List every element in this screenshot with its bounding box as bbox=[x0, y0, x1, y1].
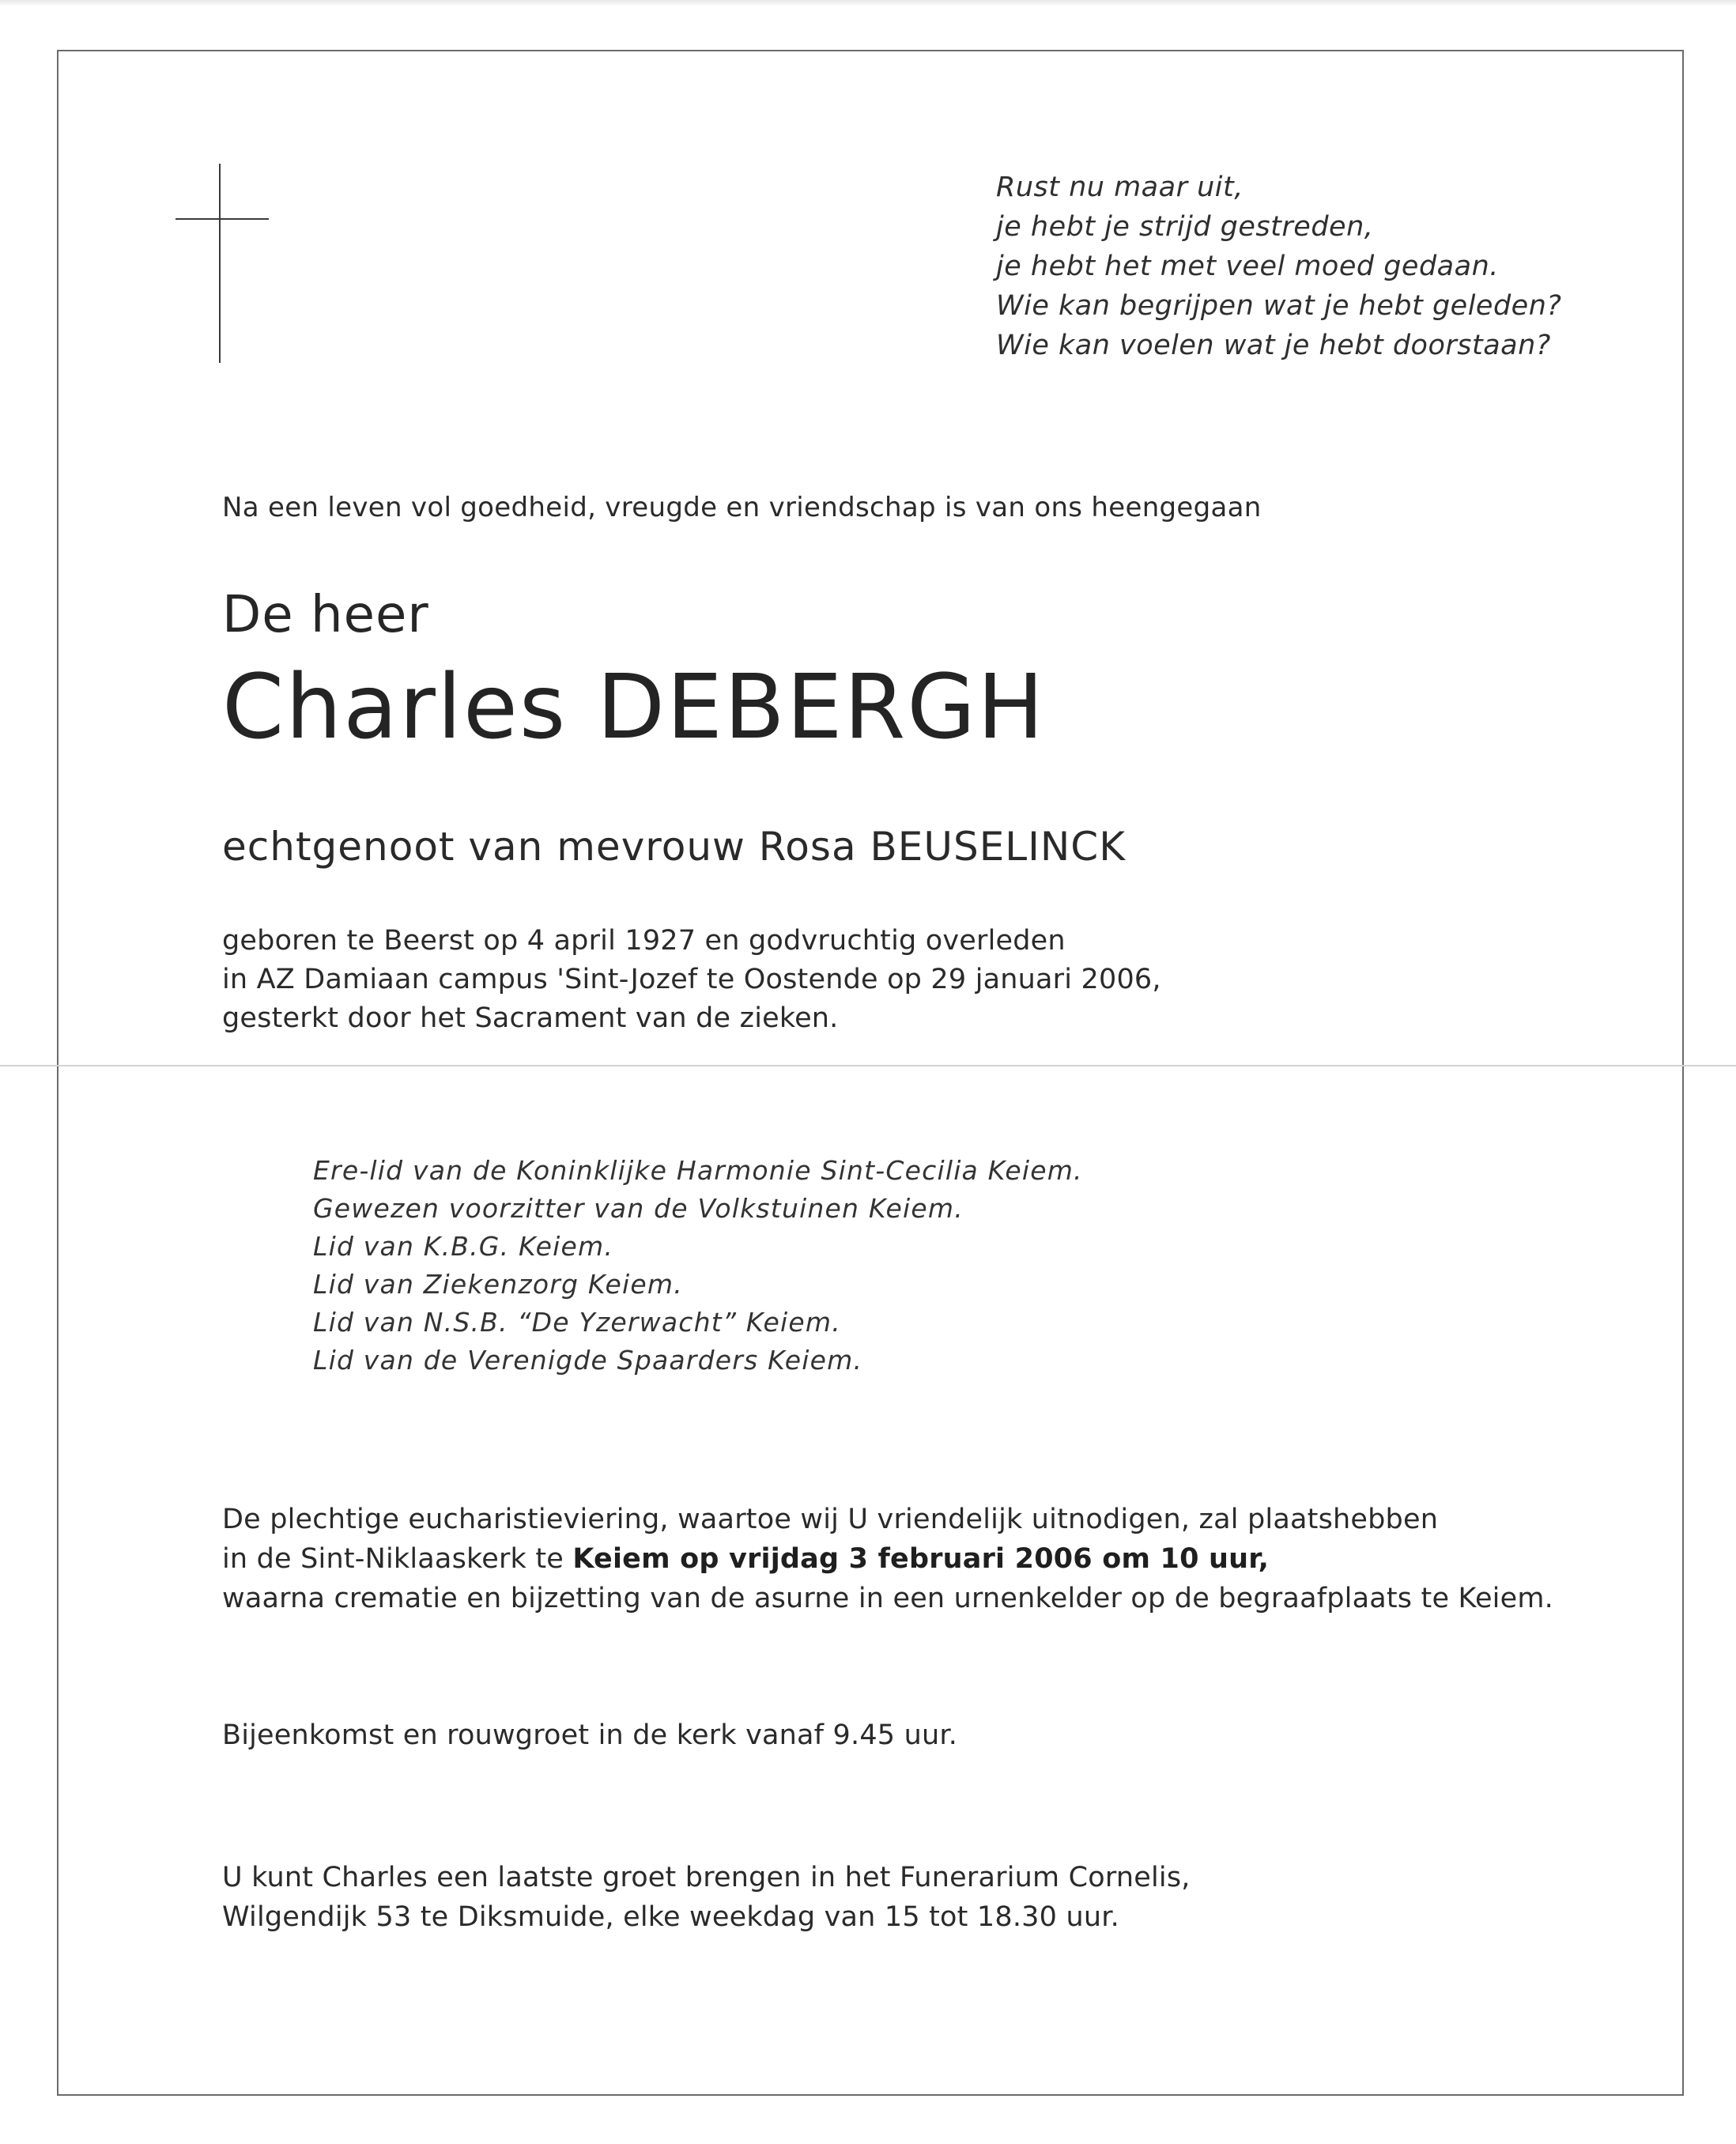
visitation-line: Wilgendijk 53 te Diksmuide, elke weekdag van 15 tot 18.30 uur. bbox=[222, 1901, 1119, 1933]
visitation-info bbox=[222, 1858, 1191, 1937]
membership-item: Lid van K.B.G. Keiem. bbox=[313, 1231, 614, 1262]
spouse-line: echtgenoot van mevrouw Rosa BEUSELINCK bbox=[222, 824, 1127, 870]
memberships-list bbox=[313, 1152, 1083, 1380]
bio-line: in AZ Damiaan campus 'Sint-Jozef te Oostende op 29 januari 2006, bbox=[222, 964, 1161, 995]
cross-horizontal-bar bbox=[175, 218, 269, 220]
intro-text: Na een leven vol goedheid, vreugde en vriendschap is van ons heengegaan bbox=[222, 492, 1262, 523]
membership-item: Lid van Ziekenzorg Keiem. bbox=[313, 1269, 683, 1300]
service-line: waarna crematie en bijzetting van de asurne in een urnenkelder op de begraafplaats te Keiem. bbox=[222, 1583, 1553, 1614]
service-location: in de Sint-Niklaaskerk te bbox=[222, 1543, 573, 1575]
visitation-line: U kunt Charles een laatste groet brengen in het Funerarium Cornelis, bbox=[222, 1862, 1191, 1893]
fold-line bbox=[0, 1065, 1736, 1066]
scan-edge bbox=[0, 0, 1736, 6]
biography bbox=[222, 922, 1161, 1038]
service-details bbox=[222, 1500, 1553, 1618]
service-line: De plechtige eucharistieviering, waartoe wij U vriendelijk uitnodigen, zal plaatshebben bbox=[222, 1504, 1439, 1535]
poem bbox=[996, 168, 1561, 365]
bio-line: gesterkt door het Sacrament van de zieken. bbox=[222, 1002, 839, 1034]
honorific-title: De heer bbox=[222, 586, 429, 644]
poem-line: je hebt je strijd gestreden, bbox=[996, 211, 1374, 243]
membership-item: Lid van de Verenigde Spaarders Keiem. bbox=[313, 1345, 863, 1376]
membership-item: Lid van N.S.B. “De Yzerwacht” Keiem. bbox=[313, 1307, 841, 1338]
poem-line: Wie kan begrijpen wat je hebt geleden? bbox=[996, 290, 1562, 322]
cross-vertical-bar bbox=[219, 164, 221, 363]
deceased-name: Charles DEBERGH bbox=[222, 656, 1046, 759]
membership-item: Ere-lid van de Koninklijke Harmonie Sint-Cecilia Keiem. bbox=[313, 1155, 1083, 1186]
service-date-time: Keiem op vrijdag 3 februari 2006 om 10 uur, bbox=[572, 1543, 1270, 1575]
poem-line: je hebt het met veel moed gedaan. bbox=[996, 251, 1499, 282]
poem-line: Rust nu maar uit, bbox=[996, 172, 1244, 203]
poem-line: Wie kan voelen wat je hebt doorstaan? bbox=[996, 330, 1551, 361]
service-line bbox=[222, 1539, 1553, 1579]
gathering-text: Bijeenkomst en rouwgroet in de kerk vanaf 9.45 uur. bbox=[222, 1719, 958, 1751]
bio-line: geboren te Beerst op 4 april 1927 en godvruchtig overleden bbox=[222, 925, 1066, 957]
membership-item: Gewezen voorzitter van de Volkstuinen Keiem. bbox=[313, 1193, 964, 1224]
